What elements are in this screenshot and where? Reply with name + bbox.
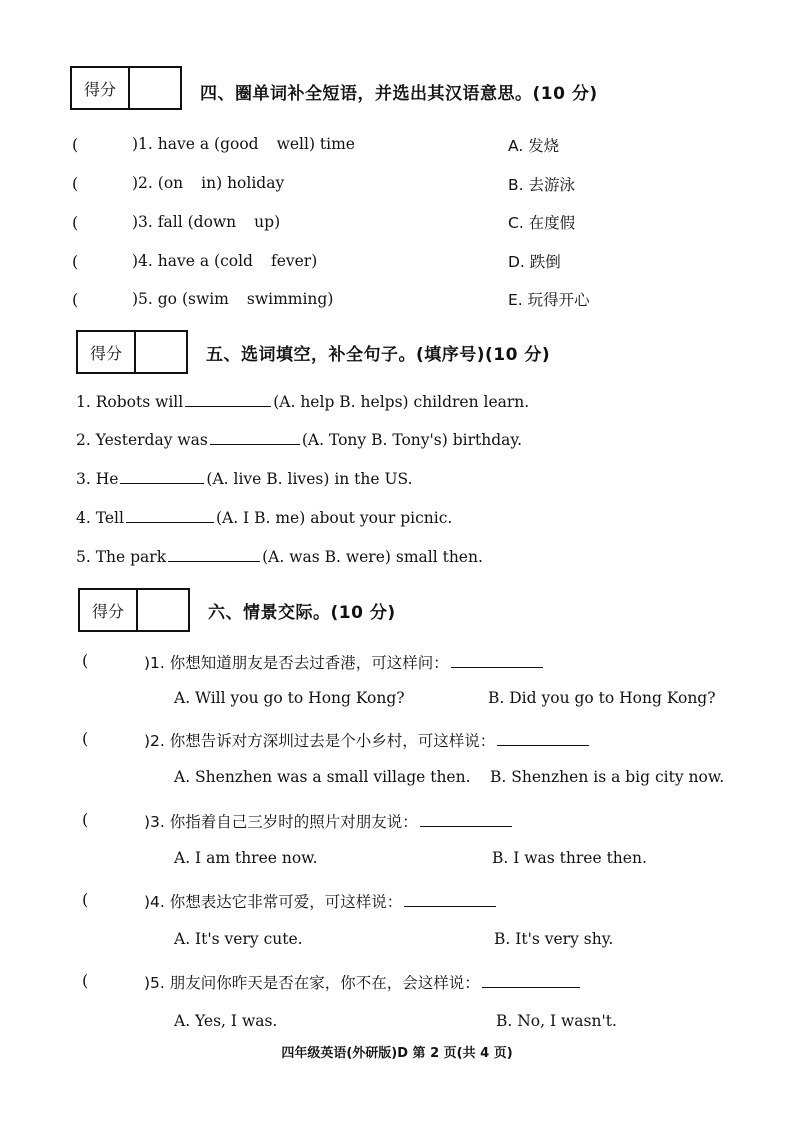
answer-paren[interactable]: ( (82, 729, 89, 748)
sentence-end: birthday. (452, 431, 523, 449)
sentence-start: 1. Robots will (76, 393, 184, 411)
score-box-4 (70, 66, 182, 110)
fill-sentence (76, 548, 483, 566)
situation-question (144, 729, 591, 751)
item-suffix: ) (274, 213, 281, 231)
score-blank[interactable] (130, 68, 180, 108)
option-b[interactable]: B. I was three then. (492, 849, 647, 867)
score-label: 得分 (80, 590, 138, 630)
fill-sentence (76, 431, 522, 449)
page-footer: 四年级英语(外研版)D 第 2 页(共 4 页) (281, 1046, 513, 1061)
option-b[interactable]: B. Shenzhen is a big city now. (490, 768, 725, 786)
option-a[interactable]: A. Will you go to Hong Kong? (174, 689, 405, 707)
word-choice-2[interactable]: in (201, 174, 217, 192)
answer-paren[interactable]: ( (82, 651, 89, 670)
choice-options: (A. I B. me) (215, 509, 306, 527)
answer-blank[interactable] (420, 825, 512, 827)
answer-paren[interactable]: ( (72, 174, 79, 193)
score-blank[interactable] (136, 332, 186, 372)
meaning-option: B. 去游泳 (508, 176, 575, 194)
score-blank[interactable] (138, 590, 188, 630)
word-choice-2[interactable]: up (254, 213, 275, 231)
answer-paren[interactable]: ( (72, 135, 79, 154)
phrase-item (132, 252, 317, 270)
item-prefix: )5. go ( (132, 290, 188, 308)
question-text: )3. 你指着自己三岁时的照片对朋友说： (144, 813, 418, 831)
sentence-start: 3. He (76, 470, 119, 488)
item-suffix: ) (311, 252, 318, 270)
word-choice-1[interactable]: cold (220, 252, 253, 270)
fill-blank[interactable] (210, 443, 300, 445)
fill-blank[interactable] (120, 482, 204, 484)
sentence-end: about your picnic. (310, 509, 453, 527)
question-text: )4. 你想表达它非常可爱，可这样说： (144, 893, 403, 911)
choice-options: (A. Tony B. Tony's) (301, 431, 448, 449)
answer-paren[interactable]: ( (82, 890, 89, 909)
phrase-item (132, 174, 284, 192)
phrase-item (132, 213, 280, 231)
choice-options: (A. help B. helps) (273, 393, 409, 411)
item-suffix: ) time (308, 135, 355, 153)
meaning-option: E. 玩得开心 (508, 291, 590, 309)
choice-options: (A. was B. were) (262, 548, 391, 566)
question-text: )1. 你想知道朋友是否去过香港，可这样问： (144, 654, 449, 672)
word-choice-2[interactable]: well (276, 135, 309, 153)
section-4-title: 四、圈单词补全短语，并选出其汉语意思。(10 分) (200, 84, 598, 104)
fill-sentence (76, 393, 529, 411)
answer-paren[interactable]: ( (82, 810, 89, 829)
sentence-end: in the US. (334, 470, 413, 488)
section-5-title: 五、选词填空，补全句子。(填序号)(10 分) (206, 345, 551, 365)
meaning-option: A. 发烧 (508, 137, 560, 155)
fill-blank[interactable] (126, 521, 214, 523)
fill-blank[interactable] (185, 405, 271, 407)
phrase-item (132, 135, 355, 153)
option-a[interactable]: A. It's very cute. (174, 930, 303, 948)
item-prefix: )4. have a ( (132, 252, 221, 270)
word-choice-1[interactable]: good (220, 135, 259, 153)
option-a[interactable]: A. I am three now. (174, 849, 318, 867)
question-text: )5. 朋友问你昨天是否在家，你不在，会这样说： (144, 974, 480, 992)
option-b[interactable]: B. Did you go to Hong Kong? (488, 689, 716, 707)
word-choice-2[interactable]: swimming (246, 290, 328, 308)
sentence-start: 2. Yesterday was (76, 431, 208, 449)
item-suffix: ) holiday (216, 174, 285, 192)
option-a[interactable]: A. Shenzhen was a small village then. (174, 768, 471, 786)
answer-blank[interactable] (451, 666, 543, 668)
answer-paren[interactable]: ( (72, 213, 79, 232)
sentence-start: 4. Tell (76, 509, 124, 527)
sentence-end: children learn. (413, 393, 530, 411)
fill-sentence (76, 509, 452, 527)
fill-blank[interactable] (168, 560, 260, 562)
section-6-title: 六、情景交际。(10 分) (208, 603, 396, 623)
score-label: 得分 (78, 332, 136, 372)
situation-question (144, 890, 498, 912)
situation-question (144, 971, 582, 993)
question-text: )2. 你想告诉对方深圳过去是个小乡村，可这样说： (144, 732, 496, 750)
word-choice-1[interactable]: swim (188, 290, 229, 308)
option-b[interactable]: B. It's very shy. (494, 930, 614, 948)
answer-paren[interactable]: ( (72, 290, 79, 309)
fill-sentence (76, 470, 413, 488)
item-prefix: )2. ( (132, 174, 164, 192)
answer-blank[interactable] (497, 744, 589, 746)
item-prefix: )1. have a ( (132, 135, 221, 153)
score-box-5 (76, 330, 188, 374)
score-box-6 (78, 588, 190, 632)
meaning-option: D. 跌倒 (508, 253, 561, 271)
option-b[interactable]: B. No, I wasn't. (496, 1012, 617, 1030)
item-prefix: )3. fall ( (132, 213, 194, 231)
word-choice-2[interactable]: fever (270, 252, 312, 270)
option-a[interactable]: A. Yes, I was. (174, 1012, 278, 1030)
answer-paren[interactable]: ( (72, 252, 79, 271)
word-choice-1[interactable]: down (193, 213, 237, 231)
item-suffix: ) (327, 290, 334, 308)
word-choice-1[interactable]: on (163, 174, 184, 192)
sentence-start: 5. The park (76, 548, 167, 566)
choice-options: (A. live B. lives) (206, 470, 330, 488)
answer-blank[interactable] (404, 905, 496, 907)
situation-question (144, 810, 514, 832)
phrase-item (132, 290, 333, 308)
answer-paren[interactable]: ( (82, 971, 89, 990)
answer-blank[interactable] (482, 986, 580, 988)
meaning-option: C. 在度假 (508, 214, 576, 232)
sentence-end: small then. (395, 548, 483, 566)
score-label: 得分 (72, 68, 130, 108)
situation-question (144, 651, 545, 673)
